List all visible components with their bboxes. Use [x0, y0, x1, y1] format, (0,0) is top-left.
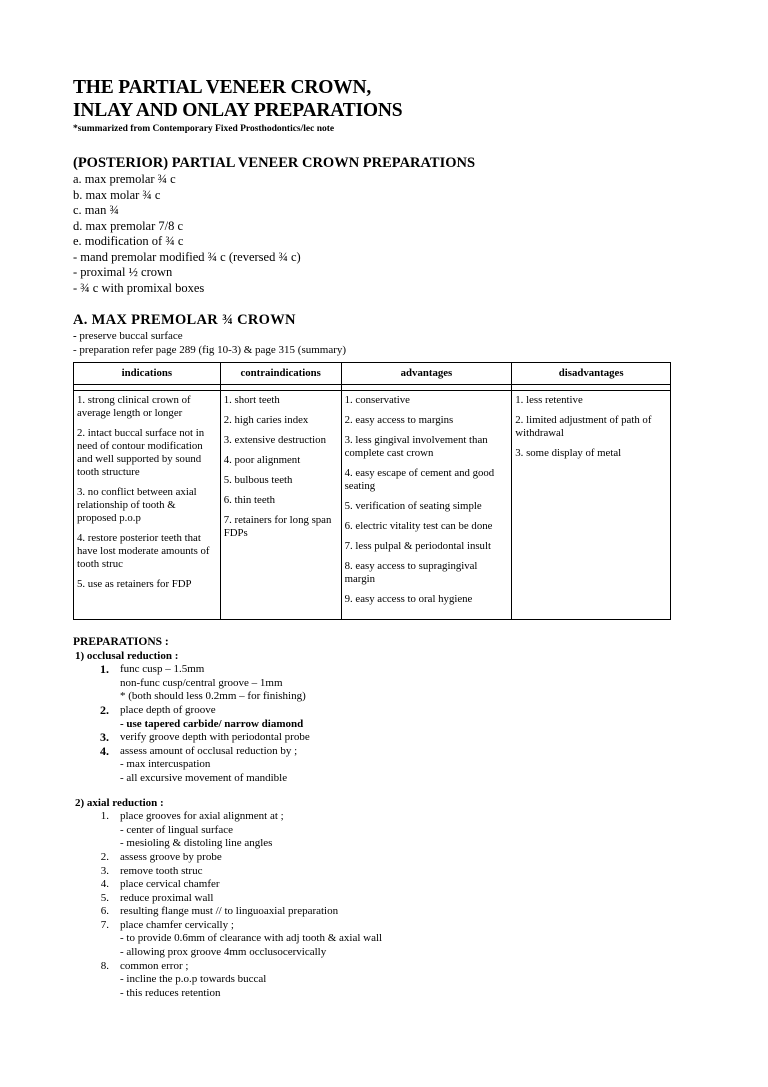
preparations-heading: PREPARATIONS :: [73, 636, 169, 648]
step-number: 1.: [100, 662, 109, 677]
axial-step: [73, 865, 673, 879]
advantage-item: 6. electric vitality test can be done: [344, 520, 493, 532]
step-number: 2.: [100, 702, 109, 717]
advantage-item: 3. less gingival involvement than complete cast crown: [344, 434, 488, 459]
step-number: 7.: [100, 918, 109, 931]
step-number: 3.: [100, 730, 109, 745]
indication-item: 3. no conflict between axial relationship of tooth & proposed p.o.p: [77, 486, 197, 524]
header-disadvantages: disadvantages: [512, 363, 671, 385]
step-text: verify groove depth with periodontal probe: [120, 731, 310, 744]
step-text: place cervical chamfer: [120, 878, 220, 891]
advantage-item: 4. easy escape of cement and good seating: [344, 467, 495, 492]
advantage-item: 9. easy access to oral hygiene: [344, 593, 473, 605]
step-sub: - allowing prox groove 4mm occlusocervically: [120, 946, 327, 959]
comparison-table: [73, 362, 671, 620]
section2-heading: A. MAX PREMOLAR ¾ CROWN: [73, 312, 296, 328]
occlusal-step: [73, 745, 673, 759]
section2-line: [73, 329, 683, 343]
occlusal-reduction-title: 1) occlusal reduction :: [75, 649, 179, 662]
axial-step: [73, 960, 673, 974]
step-sub: - incline the p.o.p towards buccal: [120, 973, 267, 986]
disadvantage-item: 3. some display of metal: [515, 447, 622, 459]
disadvantage-item: 2. limited adjustment of path of withdrawal: [515, 414, 652, 439]
doc-title-line-1: THE PARTIAL VENEER CROWN,: [73, 77, 372, 98]
section1-item: - ¾ c with promixal boxes: [73, 280, 205, 295]
advantage-item: 2. easy access to margins: [344, 414, 454, 426]
indication-item: 2. intact buccal surface not in need of contour modification and well supported by sound tooth structure: [77, 427, 205, 478]
step-number: 2.: [100, 850, 109, 863]
disadvantage-item: 1. less retentive: [515, 394, 583, 406]
step-text: common error ;: [120, 959, 189, 972]
section2-line: - preparation refer page 289 (fig 10-3) & page 315 (summary): [73, 344, 347, 356]
step-text: place depth of groove: [120, 703, 216, 716]
step-sub: - mesioling & distoling line angles: [120, 837, 273, 850]
step-sub-bold: - use tapered carbide/ narrow diamond: [120, 717, 304, 730]
step-text: place grooves for axial alignment at ;: [120, 810, 284, 823]
advantage-item: 1. conservative: [344, 394, 410, 406]
step-sub: - all excursive movement of mandible: [120, 771, 288, 784]
indications-cell: [74, 391, 221, 620]
axial-step: [73, 810, 673, 824]
step-sub: - max intercuspation: [120, 758, 211, 771]
contraindication-item: 5. bulbous teeth: [223, 474, 293, 486]
section2-line-text: preserve buccal surface: [79, 330, 183, 342]
step-sub: - this reduces retention: [120, 986, 221, 999]
axial-step: [73, 851, 673, 865]
step-text: resulting flange must // to linguoaxial preparation: [120, 905, 339, 918]
contraindication-item: 4. poor alignment: [223, 454, 301, 466]
step-number: 4.: [100, 743, 109, 758]
step-text: place chamfer cervically ;: [120, 918, 234, 931]
preparations-section: [73, 636, 673, 1000]
axial-step: [73, 878, 673, 892]
section1-item: d. max premolar 7/8 c: [73, 218, 184, 233]
indication-item: 5. use as retainers for FDP: [77, 578, 192, 590]
axial-step: [73, 905, 673, 919]
step-number: 1.: [100, 810, 109, 823]
occlusal-step: [73, 663, 673, 677]
contraindication-item: 2. high caries index: [223, 414, 309, 426]
header-advantages: advantages: [341, 363, 512, 385]
step-text: func cusp – 1.5mm: [120, 663, 205, 676]
table-header-row: [74, 363, 671, 385]
occlusal-step: [73, 731, 673, 745]
step-text: assess groove by probe: [120, 850, 222, 863]
step-number: 4.: [100, 878, 109, 891]
contraindication-item: 1. short teeth: [223, 394, 280, 406]
document-page: [73, 76, 683, 999]
indication-item: 1. strong clinical crown of average length or longer: [77, 394, 191, 419]
doc-source-note: *summarized from Contemporary Fixed Prosthodontics/lec note: [73, 124, 335, 134]
section1-item: b. max molar ¾ c: [73, 187, 161, 202]
disadvantages-cell: [512, 391, 671, 620]
section1-item: - proximal ½ crown: [73, 265, 173, 279]
step-text: reduce proximal wall: [120, 891, 214, 904]
section2-bullet: -: [73, 330, 77, 342]
occlusal-step: [73, 704, 673, 718]
section1-item: c. man ¾: [73, 203, 119, 217]
step-sub: non-func cusp/central groove – 1mm: [120, 676, 283, 689]
step-sub: * (both should less 0.2mm – for finishing): [120, 690, 306, 703]
section1-item: - mand premolar modified ¾ c (reversed ¾ c): [73, 249, 301, 264]
contraindication-item: 6. thin teeth: [223, 494, 276, 506]
step-number: 6.: [100, 905, 109, 918]
contraindications-cell: [220, 391, 341, 620]
section1-item: a. max premolar ¾ c: [73, 172, 176, 186]
axial-reduction-title: 2) axial reduction :: [75, 796, 164, 809]
header-indications: indications: [74, 363, 221, 385]
section1-list: [73, 172, 683, 296]
section1-heading: (POSTERIOR) PARTIAL VENEER CROWN PREPARATIONS: [73, 155, 476, 171]
section1-item: e. modification of ¾ c: [73, 234, 184, 248]
step-number: 5.: [100, 891, 109, 904]
step-number: 8.: [100, 959, 109, 972]
indication-item: 4. restore posterior teeth that have lost moderate amounts of tooth struc: [77, 532, 210, 570]
doc-title-line-2: INLAY AND ONLAY PREPARATIONS: [73, 100, 403, 121]
step-sub: - to provide 0.6mm of clearance with adj tooth & axial wall: [120, 932, 383, 945]
header-contraindications: contraindications: [220, 363, 341, 385]
step-sub: - center of lingual surface: [120, 823, 233, 836]
advantage-item: 8. easy access to supragingival margin: [344, 560, 478, 585]
axial-step: [73, 892, 673, 906]
contraindication-item: 3. extensive destruction: [223, 434, 326, 446]
table-row: [74, 391, 671, 620]
advantage-item: 7. less pulpal & periodontal insult: [344, 540, 491, 552]
axial-step: [73, 919, 673, 933]
step-number: 3.: [100, 864, 109, 877]
advantage-item: 5. verification of seating simple: [344, 500, 482, 512]
contraindication-item: 7. retainers for long span FDPs: [223, 514, 332, 539]
advantages-cell: [341, 391, 512, 620]
step-text: remove tooth struc: [120, 864, 203, 877]
step-text: assess amount of occlusal reduction by ;: [120, 744, 298, 757]
